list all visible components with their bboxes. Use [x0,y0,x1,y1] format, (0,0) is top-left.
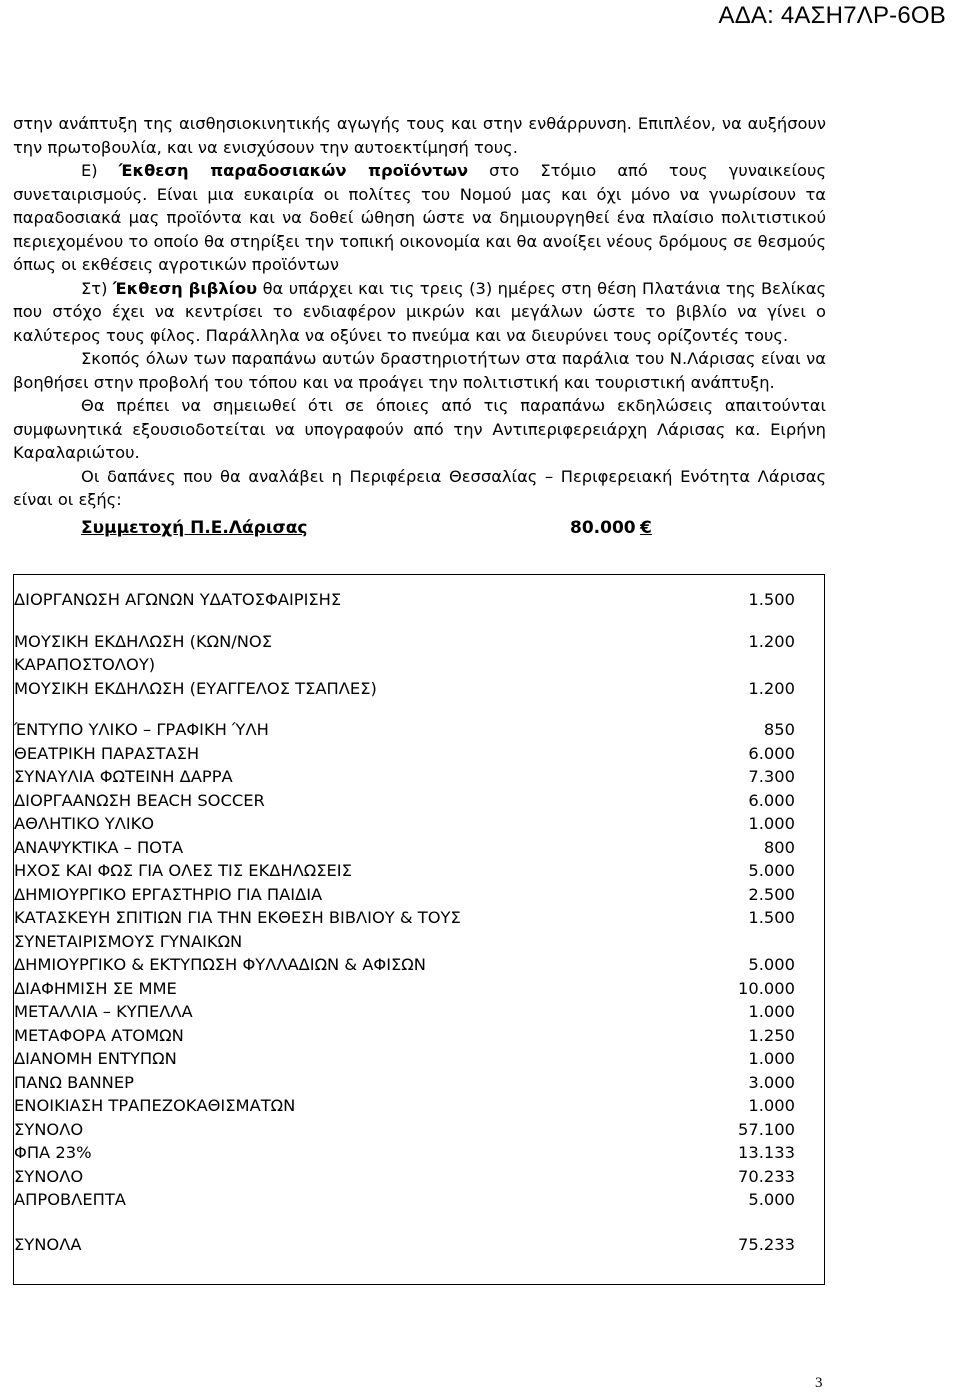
expense-name: ΑΘΛΗΤΙΚΟ ΥΛΙΚΟ [14,814,155,833]
expense-amount: 6.000 [748,743,795,763]
expense-name: ΦΠΑ 23% [14,1143,92,1162]
paragraph-signatures: Θα πρέπει να σημειωθεί ότι σε όποιες από τις παραπάνω εκδηλώσεις απαιτούνται συμφωνητικά εξουσιοδοτείται να υπογραφούν από την Αντιπεριφερειάρχη Λάρισας κα. Ειρήνη Καραλαριώτου. [13,396,826,462]
document-body [13,112,826,540]
participation-amount: 80.000 [570,517,636,538]
expense-amount: 1.000 [748,1096,795,1115]
item-prefix: Στ) [81,278,113,298]
table-row [14,953,824,977]
table-row [14,977,824,1001]
paragraph-book-exhibition [13,277,826,348]
item-prefix: Ε) [81,161,119,180]
expense-amount: 75.233 [738,1234,795,1254]
table-row [14,1071,824,1095]
table-row [14,677,824,701]
expense-name: ΈΝΤΥΠΟ ΥΛΙΚΟ – ΓΡΑΦΙΚΗ ΎΛΗ [14,720,269,739]
expense-amount: 1.500 [748,908,795,927]
expense-name: ΜΕΤΑΦΟΡΑ ΑΤΟΜΩΝ [14,1025,184,1045]
table-row [14,859,824,883]
item-text: θα υπάρχει και τις τρεις (3) ημέρες στη θέση Πλατάνια της Βελίκας που στόχο έχει να κεντρίσει το ενδιαφέρον μικρών και μεγάλων ώστε το βιβλίο να γίνει ο καλύτερος τους φίλος. Παράλληλα να οξύνει το πνεύμα και να διευρύνει τους ορίζοντές τους. [13,278,826,345]
table-row [14,1094,824,1118]
expense-name: ΣΥΝΟΛΟ [14,1166,84,1186]
expense-name: ΔΙΑΝΟΜΗ ΕΝΤΥΠΩΝ [14,1049,177,1068]
expense-amount: 1.000 [748,1002,795,1021]
table-row-grand-total [14,1233,824,1257]
expense-amount: 13.133 [738,1143,795,1162]
expense-name: ΜΟΥΣΙΚΗ ΕΚΔΗΛΩΣΗ (ΕΥΑΓΓΕΛΟΣ ΤΣΑΠΛΕΣ) [14,678,377,698]
table-row [14,588,824,612]
item-text: στο Στόμιο από τους γυναικείους συνεταιρισμούς. Είναι μια ευκαιρία οι πολίτες του Νομού μας και όχι μόνο να γνωρίσουν τα παραδοσιακά μας προϊόντα και να δοθεί ώθηση ώστε να δημιουργηθεί ένα πλαίσιο πολιτιστικού περιεχομένου το οποίο θα στηρίξει την τοπική οικονομία και θα ανοίξει νέους δρόμους σε θεσμούς όπως οι εκθέσεις αγροτικών προϊόντων [13,161,826,274]
euro-sign: € [640,517,652,538]
expense-amount: 70.233 [738,1166,795,1186]
ada-code: ΑΔΑ: 4ΑΣΗ7ΛΡ-6ΟΒ [718,2,946,29]
expense-name: ΚΑΤΑΣΚΕΥΗ ΣΠΙΤΙΩΝ ΓΙΑ ΤΗΝ ΕΚΘΕΣΗ ΒΙΒΛΙΟΥ & ΤΟΥΣ ΣΥΝΕΤΑΙΡΙΣΜΟΥΣ ΓΥΝΑΙΚΩΝ [14,908,461,951]
expense-name: ΣΥΝΟΛΟ [14,1119,84,1139]
expenses-table [13,574,825,1285]
expense-amount: 10.000 [738,978,795,998]
expense-amount: 1.500 [748,590,795,609]
table-row [14,1047,824,1071]
expense-amount: 1.250 [748,1025,795,1045]
paragraph-goal: Σκοπός όλων των παραπάνω αυτών δραστηριοτήτων στα παράλια του Ν.Λάρισας είναι να βοηθήσει στην προβολή του τόπου και να προάγει την πολιτιστική και τουριστική ανάπτυξη. [13,349,826,392]
expense-amount: 1.000 [748,1049,795,1068]
expense-amount: 6.000 [748,790,795,810]
expense-name: ΜΟΥΣΙΚΗ ΕΚΔΗΛΩΣΗ (ΚΩΝ/ΝΟΣ ΚΑΡΑΠΟΣΤΟΛΟΥ) [14,631,273,674]
expense-amount: 1.200 [748,678,795,698]
table-row [14,812,824,836]
table-row [14,883,824,907]
table-row [14,718,824,742]
item-title: Έκθεση παραδοσιακών προϊόντων [118,161,469,180]
expense-name: ΗΧΟΣ ΚΑΙ ΦΩΣ ΓΙΑ ΟΛΕΣ ΤΙΣ ΕΚΔΗΛΩΣΕΙΣ [14,861,352,880]
expense-name: ΔΗΜΙΟΥΡΓΙΚΟ ΕΡΓΑΣΤΗΡΙΟ ΓΙΑ ΠΑΙΔΙΑ [14,884,323,904]
table-row [14,906,824,953]
paragraph-exhibition-products [13,159,826,277]
table-row [14,765,824,789]
table-row [14,789,824,813]
paragraph-costs: Οι δαπάνες που θα αναλάβει η Περιφέρεια Θεσσαλίας – Περιφερειακή Ενότητα Λάρισας είναι οι εξής: [13,466,826,509]
expense-amount: 5.000 [748,955,795,974]
table-row-vat [14,1141,824,1165]
expense-amount: 3.000 [748,1072,795,1092]
expense-amount: 57.100 [738,1119,795,1139]
participation-summary [13,513,826,540]
expense-name: ΑΠΡΟΒΛΕΠΤΑ [14,1190,126,1209]
expense-amount: 5.000 [748,1190,795,1209]
expense-amount: 800 [763,837,795,857]
expense-amount: 5.000 [748,861,795,880]
expense-amount: 850 [763,720,795,739]
expense-amount: 7.300 [748,767,795,786]
table-row [14,1024,824,1048]
table-row-contingency [14,1188,824,1212]
expense-name: ΑΝΑΨΥΚΤΙΚΑ – ΠΟΤΑ [14,837,184,857]
expense-name: ΣΥΝΑΥΛΙΑ ΦΩΤΕΙΝΗ ΔΑΡΡΑ [14,767,233,786]
expense-amount: 2.500 [748,884,795,904]
table-row [14,742,824,766]
table-row-subtotal [14,1118,824,1142]
expense-amount: 1.000 [748,814,795,833]
table-row [14,836,824,860]
page-number: 3 [815,1375,823,1391]
expense-name: ΘΕΑΤΡΙΚΗ ΠΑΡΑΣΤΑΣΗ [14,743,200,763]
expense-name: ΔΙΑΦΗΜΙΣΗ ΣΕ ΜΜΕ [14,978,177,998]
expense-name: ΠΑΝΩ ΒΑΝΝΕΡ [14,1072,134,1092]
expense-amount: 1.200 [748,631,795,651]
paragraph-development: στην ανάπτυξη της αισθησιοκινητικής αγωγής τους και στην ενθάρρυνση. Επιπλέον, να αυξήσουν την πρωτοβουλία, και να ενισχύσουν την αυτοεκτίμησή τους. [13,114,826,157]
expense-name: ΔΙΟΡΓΑΝΩΣΗ ΑΓΩΝΩΝ ΥΔΑΤΟΣΦΑΙΡΙΣΗΣ [14,590,342,609]
expense-name: ΣΥΝΟΛΑ [14,1234,82,1254]
item-title: Έκθεση βιβλίου [112,278,258,298]
table-row-total [14,1165,824,1189]
expense-name: ΔΙΟΡΓΑΑΝΩΣΗ BEACH SOCCER [14,790,265,810]
expense-name: ΕΝΟΙΚΙΑΣΗ ΤΡΑΠΕΖΟΚΑΘΙΣΜΑΤΩΝ [14,1096,296,1115]
participation-label: Συμμετοχή Π.Ε.Λάρισας [81,517,308,538]
expense-name: ΜΕΤΑΛΛΙΑ – ΚΥΠΕΛΛΑ [14,1002,193,1021]
expense-name: ΔΗΜΙΟΥΡΓΙΚΟ & ΕΚΤΥΠΩΣΗ ΦΥΛΛΑΔΙΩΝ & ΑΦΙΣΩΝ [14,955,426,974]
table-row [14,1000,824,1024]
table-row [14,630,824,677]
